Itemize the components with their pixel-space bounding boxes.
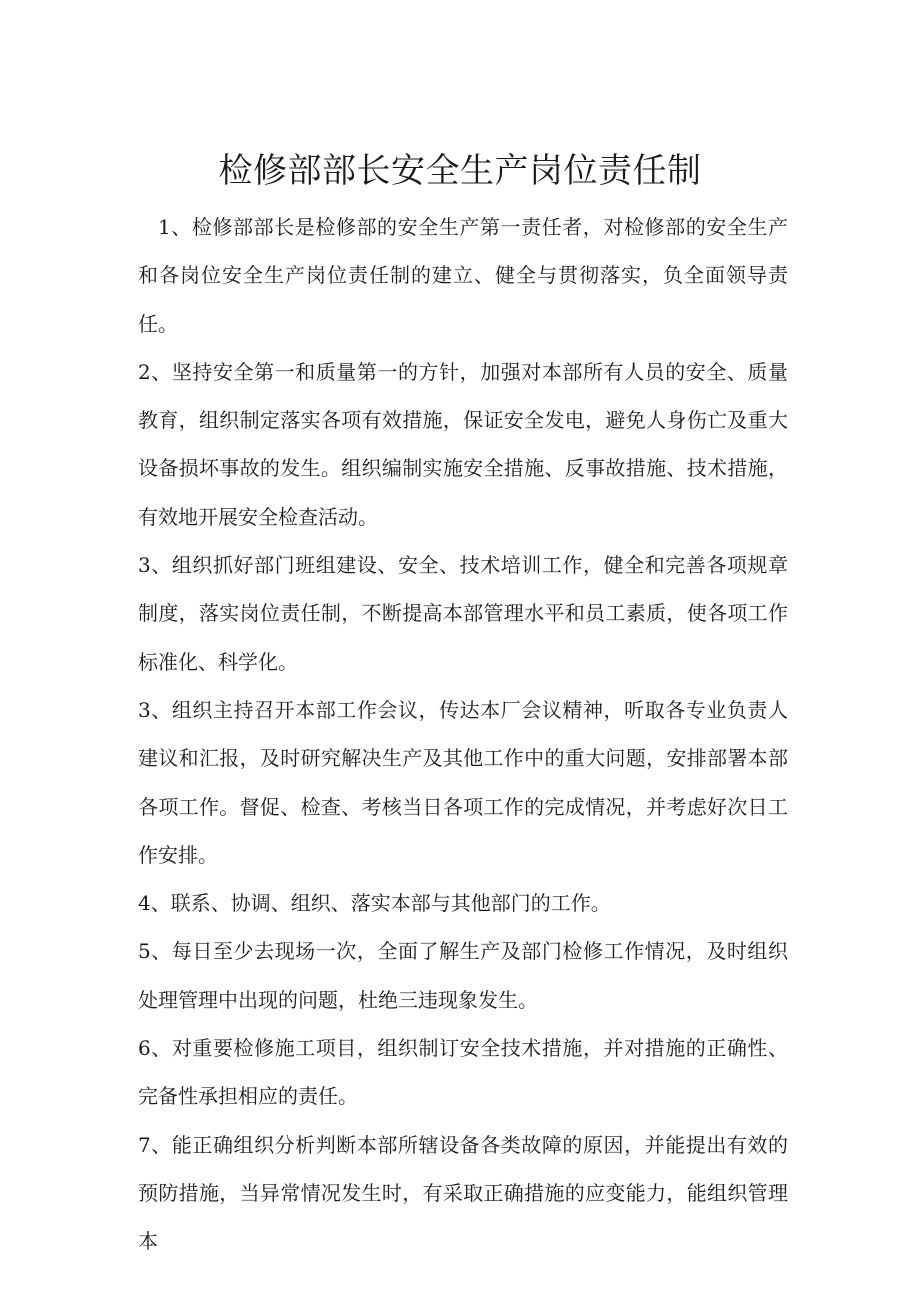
paragraph-2: 2、坚持安全第一和质量第一的方针，加强对本部所有人员的安全、质量教育，组织制定落实各项有效措施，保证安全发电，避免人身伤亡及重大设备损坏事故的发生。组织编制实施安全措施、反事故措施、技术措施，有效地开展安全检查活动。 (138, 359, 788, 529)
paragraph-8: 7、能正确组织分析判断本部所辖设备各类故障的原因，并能提出有效的预防措施，当异常情况发生时，有采取正确措施的应变能力，能组织管理本 (138, 1132, 788, 1254)
document-body (138, 203, 788, 1266)
document-title: 检修部部长安全生产岗位责任制 (218, 150, 702, 191)
paragraph-6: 5、每日至少去现场一次，全面了解生产及部门检修工作情况，及时组织处理管理中出现的问题，杜绝三违现象发生。 (138, 939, 788, 1012)
paragraph-5: 4、联系、协调、组织、落实本部与其他部门的工作。 (138, 891, 611, 916)
paragraph-7: 6、对重要检修施工项目，组织制订安全技术措施，并对措施的正确性、完备性承担相应的责任。 (138, 1036, 788, 1109)
paragraph-1: 1、检修部部长是检修部的安全生产第一责任者，对检修部的安全生产和各岗位安全生产岗位责任制的建立、健全与贯彻落实，负全面领导责任。 (138, 215, 788, 336)
paragraph-3: 3、组织抓好部门班组建设、安全、技术培训工作，健全和完善各项规章制度，落实岗位责任制，不断提高本部管理水平和员工素质，使各项工作标准化、科学化。 (138, 553, 788, 674)
paragraph-4: 3、组织主持召开本部工作会议，传达本厂会议精神，听取各专业负责人建议和汇报，及时研究解决生产及其他工作中的重大问题，安排部署本部各项工作。督促、检查、考核当日各项工作的完成情况，并考虑好次日工作安排。 (138, 697, 788, 867)
